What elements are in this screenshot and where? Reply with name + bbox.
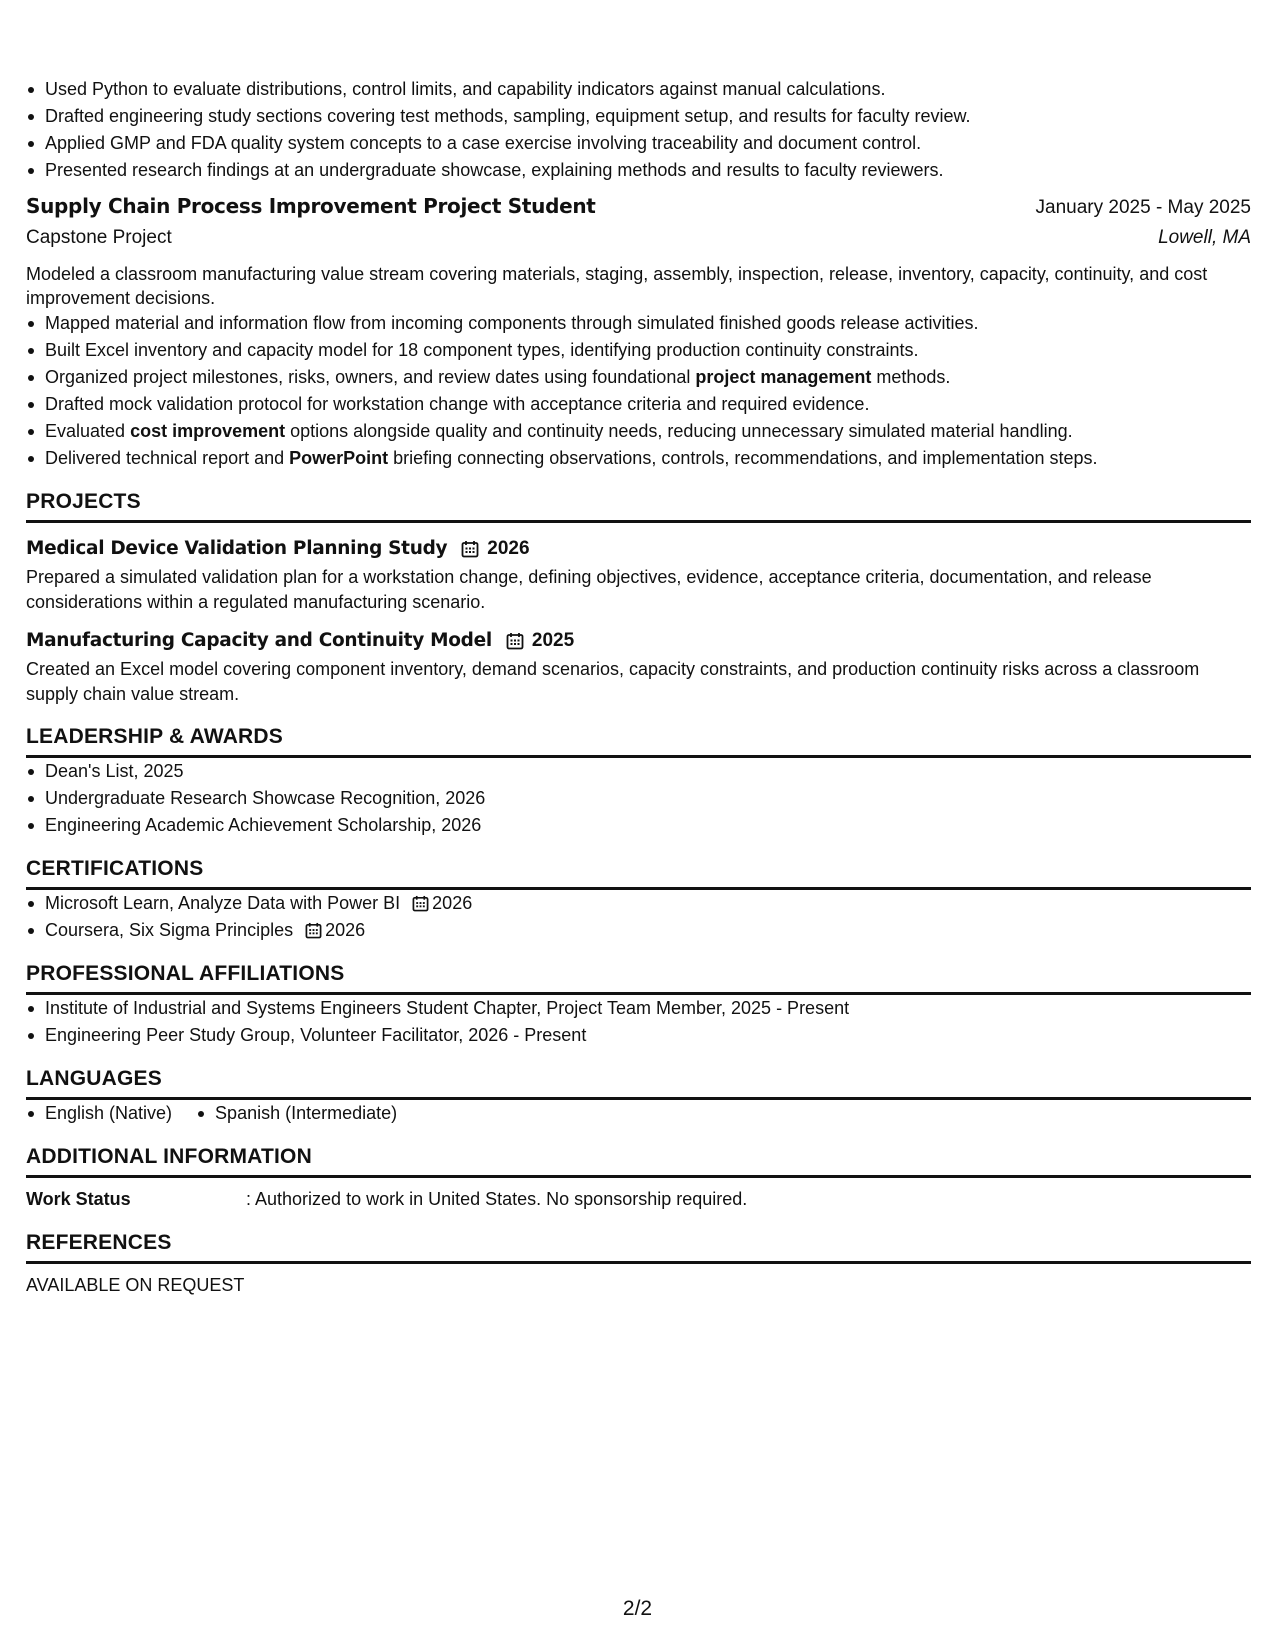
project-description: Prepared a simulated validation plan for a workstation change, defining objectives, evidence, acceptance criteria, documentation, and release considerations within a regulated manufacturing scenario. xyxy=(26,567,1152,612)
list-item: Used Python to evaluate distributions, control limits, and capability indicators against manual calculations. xyxy=(26,76,1251,103)
list-item: Applied GMP and FDA quality system concepts to a case exercise involving traceability and document control. xyxy=(26,130,1251,157)
bullet-text: methods. xyxy=(871,367,951,387)
list-item: Undergraduate Research Showcase Recognition, 2026 xyxy=(26,785,1251,812)
experience-header xyxy=(26,194,1251,226)
experience-bullets xyxy=(26,310,1251,472)
bullet-text: Built Excel inventory and capacity model for 18 component types, identifying production continuity constraints. xyxy=(45,340,919,360)
work-status-value: : Authorized to work in United States. No sponsorship required. xyxy=(246,1189,748,1209)
work-status-label: Work Status xyxy=(26,1189,131,1209)
calendar-icon xyxy=(461,540,479,558)
experience-location: Lowell, MA xyxy=(1158,227,1251,248)
certifications-list xyxy=(26,890,1251,944)
references-text: AVAILABLE ON REQUEST xyxy=(26,1275,245,1295)
experience-entry xyxy=(26,194,1251,472)
languages-heading: LANGUAGES xyxy=(26,1067,1251,1100)
bullet-text: Drafted mock validation protocol for workstation change with acceptance criteria and required evidence. xyxy=(45,394,870,414)
additional-info-heading: ADDITIONAL INFORMATION xyxy=(26,1145,1251,1178)
bullet-text: briefing connecting observations, controls, recommendations, and implementation steps. xyxy=(388,448,1098,468)
list-item xyxy=(26,890,1251,917)
bullet-text: Mapped material and information flow from incoming components through simulated finished goods release activities. xyxy=(45,313,979,333)
project-year: 2025 xyxy=(531,630,575,651)
previous-experience-bullets xyxy=(26,76,1251,184)
language-item: English (Native) xyxy=(26,1100,172,1127)
project-header xyxy=(26,535,1251,563)
project-header xyxy=(26,627,1251,655)
certifications-heading: CERTIFICATIONS xyxy=(26,857,1251,890)
experience-title: Supply Chain Process Improvement Project Student xyxy=(26,194,596,218)
page-number: 2/2 xyxy=(622,1597,653,1620)
bullet-text: options alongside quality and continuity needs, reducing unnecessary simulated material handling. xyxy=(285,421,1073,441)
project-title: Manufacturing Capacity and Continuity Model xyxy=(26,630,492,651)
experience-organization: Capstone Project xyxy=(26,227,172,248)
leadership-heading: LEADERSHIP & AWARDS xyxy=(26,725,1251,758)
resume-page xyxy=(26,76,1251,1299)
certification-name: Coursera, Six Sigma Principles xyxy=(45,920,294,940)
project-year: 2026 xyxy=(487,538,530,559)
experience-subheader xyxy=(26,226,1251,256)
list-item xyxy=(26,917,1251,944)
bullet-text: Evaluated xyxy=(45,421,131,441)
certification-name: Microsoft Learn, Analyze Data with Power BI xyxy=(45,893,401,913)
list-item xyxy=(26,391,1251,418)
project-entry xyxy=(26,535,1251,615)
bullet-keyword: cost improvement xyxy=(130,421,286,441)
calendar-icon xyxy=(412,895,429,912)
leadership-list xyxy=(26,758,1251,839)
work-status-row xyxy=(26,1186,1251,1213)
calendar-icon xyxy=(506,632,524,650)
bullet-keyword: PowerPoint xyxy=(289,448,389,468)
list-item xyxy=(26,445,1251,472)
bullet-text: Delivered technical report and xyxy=(45,448,290,468)
list-item xyxy=(26,418,1251,445)
list-item: Engineering Peer Study Group, Volunteer Facilitator, 2026 - Present xyxy=(26,1022,1251,1049)
list-item: Presented research findings at an undergraduate showcase, explaining methods and results to faculty reviewers. xyxy=(26,157,1251,184)
language-item: Spanish (Intermediate) xyxy=(196,1100,397,1127)
bullet-text: Organized project milestones, risks, owners, and review dates using foundational xyxy=(45,367,696,387)
list-item: Drafted engineering study sections covering test methods, sampling, equipment setup, and results for faculty review. xyxy=(26,103,1251,130)
experience-dates: January 2025 - May 2025 xyxy=(1035,197,1251,218)
certification-year: 2026 xyxy=(325,920,366,940)
list-item xyxy=(26,310,1251,337)
project-description: Created an Excel model covering component inventory, demand scenarios, capacity constraints, and production continuity risks across a classroom supply chain value stream. xyxy=(26,659,1200,704)
list-item xyxy=(26,364,1251,391)
references-heading: REFERENCES xyxy=(26,1231,1251,1264)
list-item: Dean's List, 2025 xyxy=(26,758,1251,785)
experience-summary: Modeled a classroom manufacturing value stream covering materials, staging, assembly, inspection, release, inventory, capacity, continuity, and cost improvement decisions. xyxy=(26,264,1208,308)
projects-heading: PROJECTS xyxy=(26,490,1251,523)
affiliations-list xyxy=(26,995,1251,1049)
list-item xyxy=(26,337,1251,364)
bullet-keyword: project management xyxy=(695,367,872,387)
languages-list xyxy=(26,1100,1251,1127)
project-entry xyxy=(26,627,1251,707)
project-title: Medical Device Validation Planning Study xyxy=(26,538,448,559)
certification-year: 2026 xyxy=(432,893,473,913)
affiliations-heading: PROFESSIONAL AFFILIATIONS xyxy=(26,962,1251,995)
list-item: Engineering Academic Achievement Scholarship, 2026 xyxy=(26,812,1251,839)
list-item: Institute of Industrial and Systems Engineers Student Chapter, Project Team Member, 2025 - Present xyxy=(26,995,1251,1022)
calendar-icon xyxy=(305,922,322,939)
